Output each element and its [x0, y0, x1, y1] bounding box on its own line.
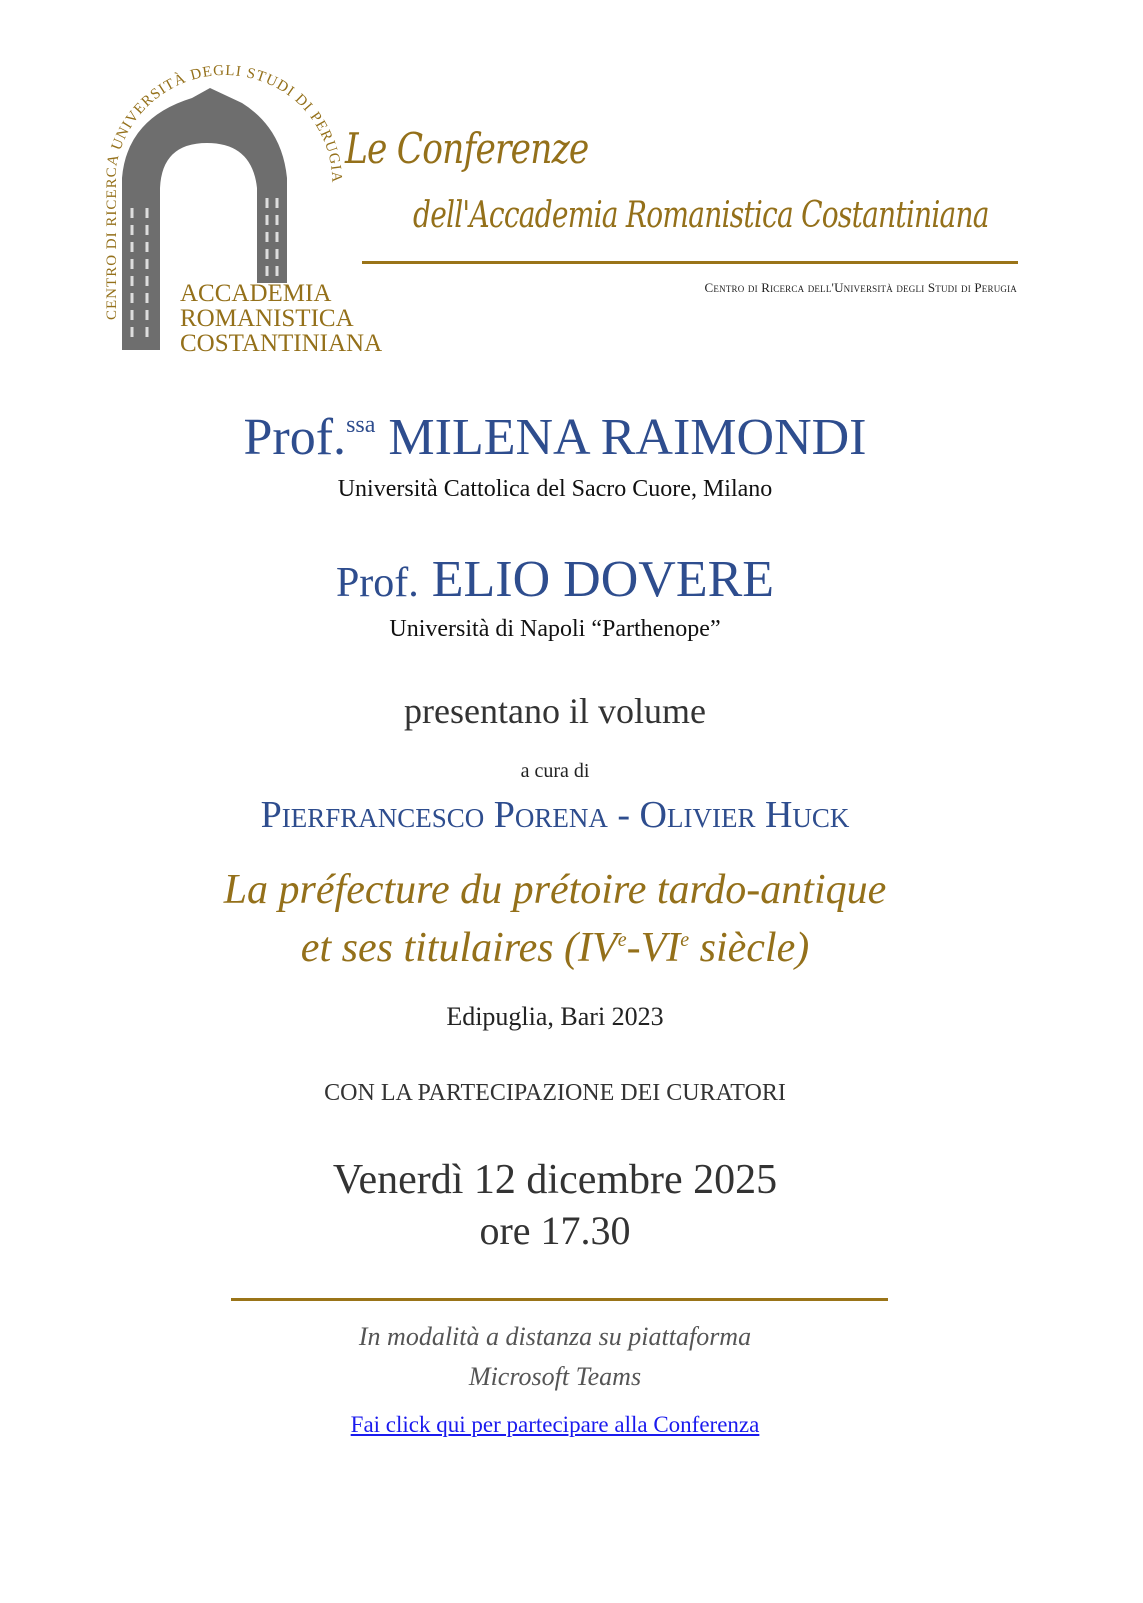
speaker-2-affiliation: Università di Napoli “Parthenope” — [389, 616, 721, 642]
mode-line1: In modalità a distanza su piattaforma — [358, 1322, 752, 1351]
speaker-2-name: ELIO DOVERE — [431, 551, 775, 608]
series-subtitle: dell'Accademia Romanistica Costantiniana — [413, 195, 989, 236]
book-title-part: et ses titulaires (IV — [300, 925, 618, 971]
speaker-1-title: Prof. — [243, 409, 347, 466]
join-conference-link[interactable]: Fai click qui per partecipare alla Conferenza — [350, 1412, 760, 1437]
logo-line3: COSTANTINIANA — [180, 330, 383, 357]
speaker-1-title-sup: ssa — [346, 412, 376, 438]
event-date: Venerdì 12 dicembre 2025 — [332, 1157, 778, 1203]
editors: Pierfrancesco Porena - Olivier Huck — [260, 794, 850, 836]
event-time: ore 17.30 — [479, 1208, 631, 1253]
footer-divider — [231, 1298, 888, 1301]
logo-arc-text: CENTRO DI RICERCA UNIVERSITÀ DEGLI STUDI DI PERUGIA — [104, 62, 345, 320]
speaker-1-name: MILENA RAIMONDI — [388, 409, 867, 466]
accademia-logo — [92, 58, 412, 358]
book-title-line2 — [0, 924, 1110, 972]
edited-by-label: a cura di — [520, 760, 590, 782]
research-center-label: Centro di Ricerca dell'Università degli Studi di Perugia — [704, 280, 1017, 295]
speaker-1-affiliation: Università Cattolica del Sacro Cuore, Milano — [337, 476, 773, 502]
book-title-sup: e — [680, 929, 690, 951]
speaker-1-name-line — [0, 408, 1110, 467]
speaker-2-name-line — [0, 550, 1110, 609]
speaker-2-title: Prof. — [335, 560, 419, 606]
book-title-part: -VI — [626, 925, 681, 971]
mode-line2: Microsoft Teams — [468, 1362, 642, 1391]
series-title: Le Conferenze — [345, 124, 589, 173]
publisher: Edipuglia, Bari 2023 — [446, 1002, 664, 1031]
presentation-intro: presentano il volume — [404, 691, 706, 731]
logo-line1: ACCADEMIA — [180, 280, 332, 307]
logo-line2: ROMANISTICA — [180, 305, 354, 332]
book-title-part: siècle) — [689, 925, 810, 971]
header-divider — [362, 261, 1018, 264]
book-title-line1: La préfecture du prétoire tardo-antique — [223, 867, 887, 913]
book-title-sup: e — [617, 929, 627, 951]
participation-note: CON LA PARTECIPAZIONE DEI CURATORI — [324, 1080, 786, 1106]
